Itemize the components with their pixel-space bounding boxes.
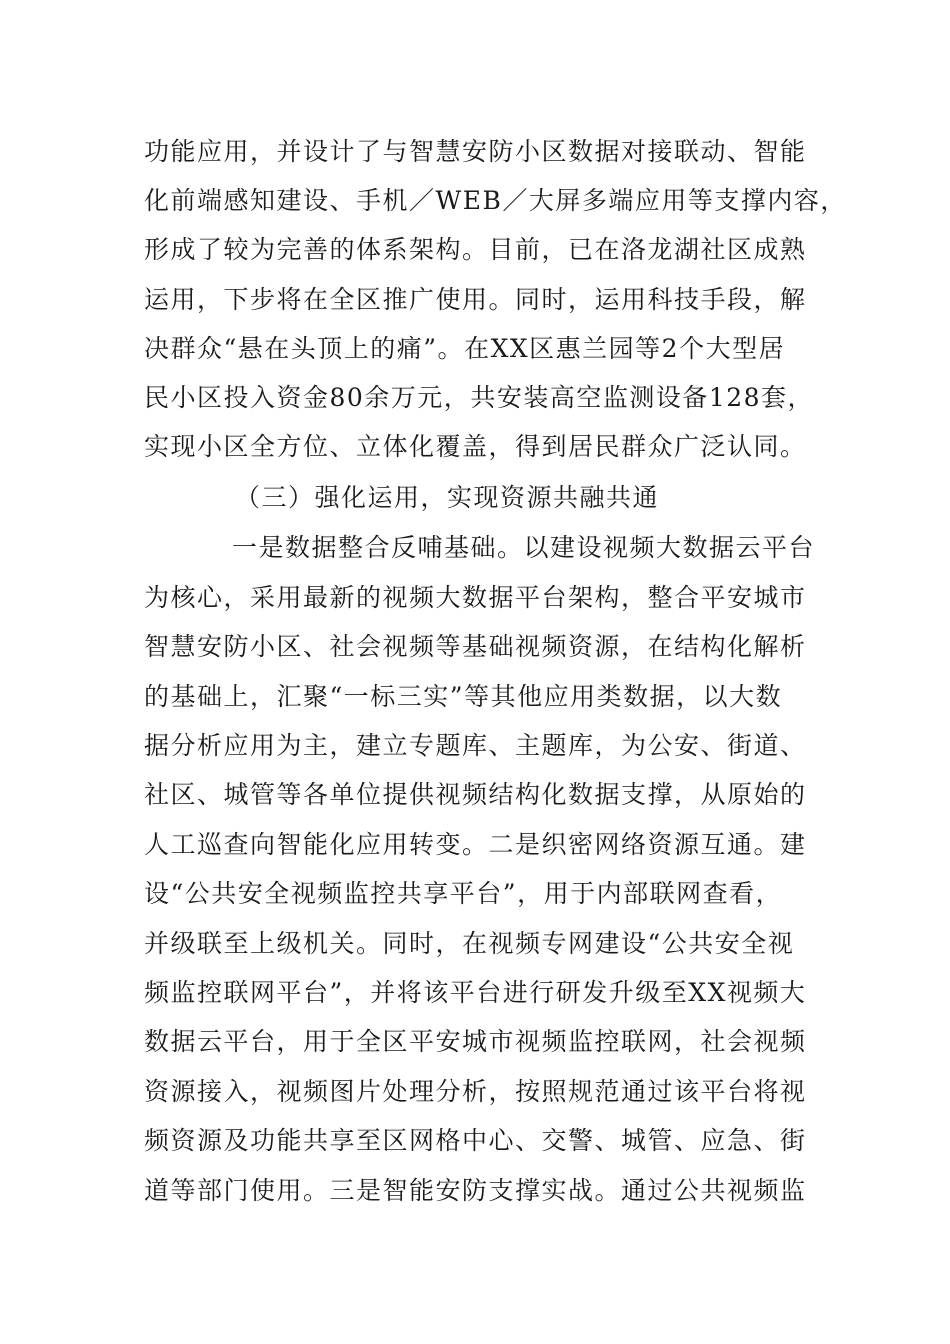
text-line: 社区、城管等各单位提供视频结构化数据支撑，从原始的 <box>144 780 807 809</box>
text-line: 据分析应用为主，建立专题库、主题库，为公安、街道、 <box>144 731 807 760</box>
text-line: 智慧安防小区、社会视频等基础视频资源，在结构化解析 <box>144 632 807 661</box>
text-line: 运用，下步将在全区推广使用。同时，运用科技手段，解 <box>144 285 807 314</box>
text-line: 人工巡查向智能化应用转变。二是织密网络资源互通。建 <box>144 830 807 859</box>
text-line: 一是数据整合反哺基础。以建设视频大数据云平台 <box>232 533 816 562</box>
text-line: 并级联至上级机关。同时，在视频专网建设“公共安全视 <box>144 929 795 958</box>
text-line: 为核心，采用最新的视频大数据平台架构，整合平安城市 <box>144 583 807 612</box>
text-line: 数据云平台，用于全区平安城市视频监控联网，社会视频 <box>144 1027 807 1056</box>
section-heading: （三）强化运用，实现资源共融共通 <box>235 483 660 512</box>
text-line: 道等部门使用。三是智能安防支撑实战。通过公共视频监 <box>144 1176 807 1205</box>
text-line: 决群众“悬在头顶上的痛”。在XX区惠兰园等2个大型居 <box>144 334 786 363</box>
text-line: 形成了较为完善的体系架构。目前，已在洛龙湖社区成熟 <box>144 235 807 264</box>
text-line: 功能应用，并设计了与智慧安防小区数据对接联动、智能 <box>144 137 807 166</box>
text-line: 的基础上，汇聚“一标三实”等其他应用类数据，以大数 <box>144 682 783 711</box>
text-line: 频资源及功能共享至区网格中心、交警、城管、应急、街 <box>144 1126 807 1155</box>
text-line: 民小区投入资金80余万元，共安装高空监测设备128套， <box>144 383 815 412</box>
text-line: 实现小区全方位、立体化覆盖，得到居民群众广泛认同。 <box>144 432 807 461</box>
text-line: 设“公共安全视频监控共享平台”，用于内部联网查看， <box>144 879 783 908</box>
text-line: 化前端感知建设、手机／WEB／大屏多端应用等支撑内容， <box>144 186 847 215</box>
text-line: 频监控联网平台”，并将该平台进行研发升级至XX视频大 <box>144 978 807 1007</box>
text-line: 资源接入，视频图片处理分析，按照规范通过该平台将视 <box>144 1077 807 1106</box>
